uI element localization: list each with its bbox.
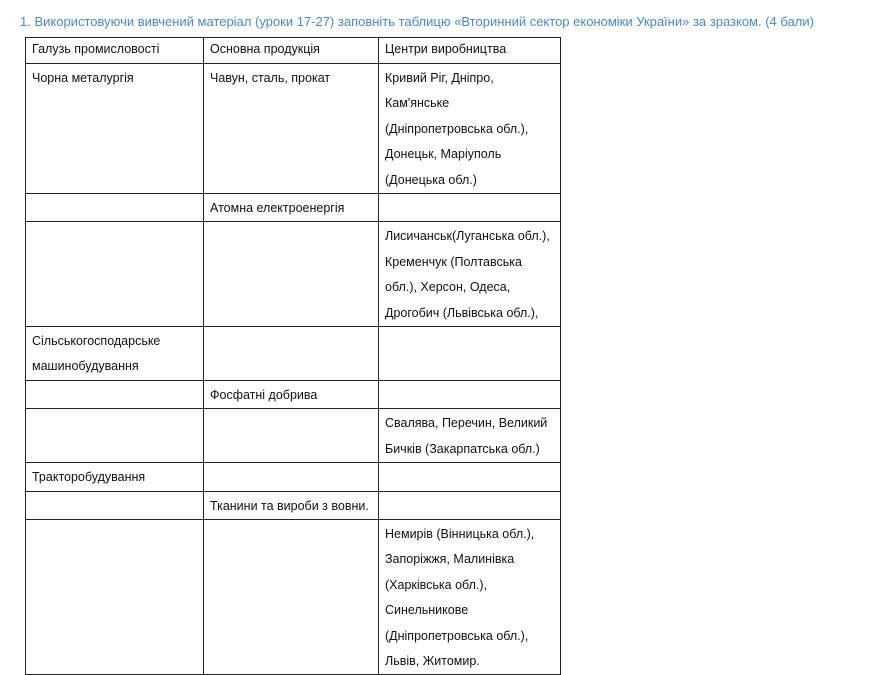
cell-text: Тканини та вироби з вовни.: [210, 498, 369, 513]
cell-centers: [379, 491, 561, 519]
table-row: [26, 519, 561, 674]
cell-centers: [379, 327, 561, 381]
table-row: [26, 409, 561, 463]
cell-products: [204, 380, 379, 408]
cell-centers: [379, 194, 561, 222]
cell-text: Атомна електроенергія: [210, 201, 345, 216]
cell-text: Фосфатні добрива: [210, 387, 318, 402]
cell-products: [204, 463, 379, 491]
cell-text: Сільськогосподарське машинобудування: [32, 334, 161, 374]
table-row: [26, 491, 561, 519]
cell-industry: [26, 380, 204, 408]
cell-centers: [379, 64, 561, 194]
cell-industry: [26, 491, 204, 519]
cell-centers: [379, 380, 561, 408]
cell-text: Свалява, Перечин, Великий Бичків (Закарпатська обл.): [385, 416, 548, 456]
cell-products: [204, 64, 379, 194]
cell-industry: [26, 409, 204, 463]
cell-industry: [26, 194, 204, 222]
cell-text: Лисичанськ(Луганська обл.), Кременчук (Полтавська обл.), Херсон, Одеса, Дрогобич (Львівська обл.),: [385, 229, 550, 320]
cell-centers: [379, 222, 561, 327]
cell-text: Немирів (Вінницька обл.), Запоріжжя, Малинівка (Харківська обл.), Синельникове (Дніпропетровська обл.), Львів, Житомир.: [385, 526, 535, 668]
table-header-row: [26, 38, 561, 64]
cell-text: Кривий Ріг, Дніпро, Кам'янське (Дніпропетровська обл.), Донецьк, Маріуполь (Донецька обл.): [385, 71, 529, 187]
table-row: [26, 380, 561, 408]
cell-text: Чорна металургія: [32, 71, 134, 85]
table-row: [26, 222, 561, 327]
header-industry: Галузь промисловості: [26, 38, 204, 64]
cell-industry: [26, 222, 204, 327]
cell-products: [204, 222, 379, 327]
cell-text: Чавун, сталь, прокат: [210, 71, 331, 85]
table-row: [26, 463, 561, 491]
cell-products: [204, 409, 379, 463]
cell-centers: [379, 409, 561, 463]
cell-centers: [379, 463, 561, 491]
cell-industry: [26, 463, 204, 491]
header-centers: Центри виробництва: [379, 38, 561, 64]
cell-centers: [379, 519, 561, 674]
table-row: [26, 327, 561, 381]
table-row: [26, 64, 561, 194]
cell-products: [204, 519, 379, 674]
task-instruction: 1. Використовуючи вивчений матеріал (уроки 17-27) заповніть таблицю «Вторинний сектор економіки України» за зразком. (4 бали): [20, 14, 814, 29]
cell-industry: [26, 327, 204, 381]
cell-industry: [26, 519, 204, 674]
economy-table: [25, 37, 561, 675]
cell-products: [204, 491, 379, 519]
header-products: Основна продукція: [204, 38, 379, 64]
cell-products: [204, 194, 379, 222]
table-row: [26, 194, 561, 222]
cell-text: Тракторобудування: [32, 470, 146, 485]
cell-industry: [26, 64, 204, 194]
cell-products: [204, 327, 379, 381]
